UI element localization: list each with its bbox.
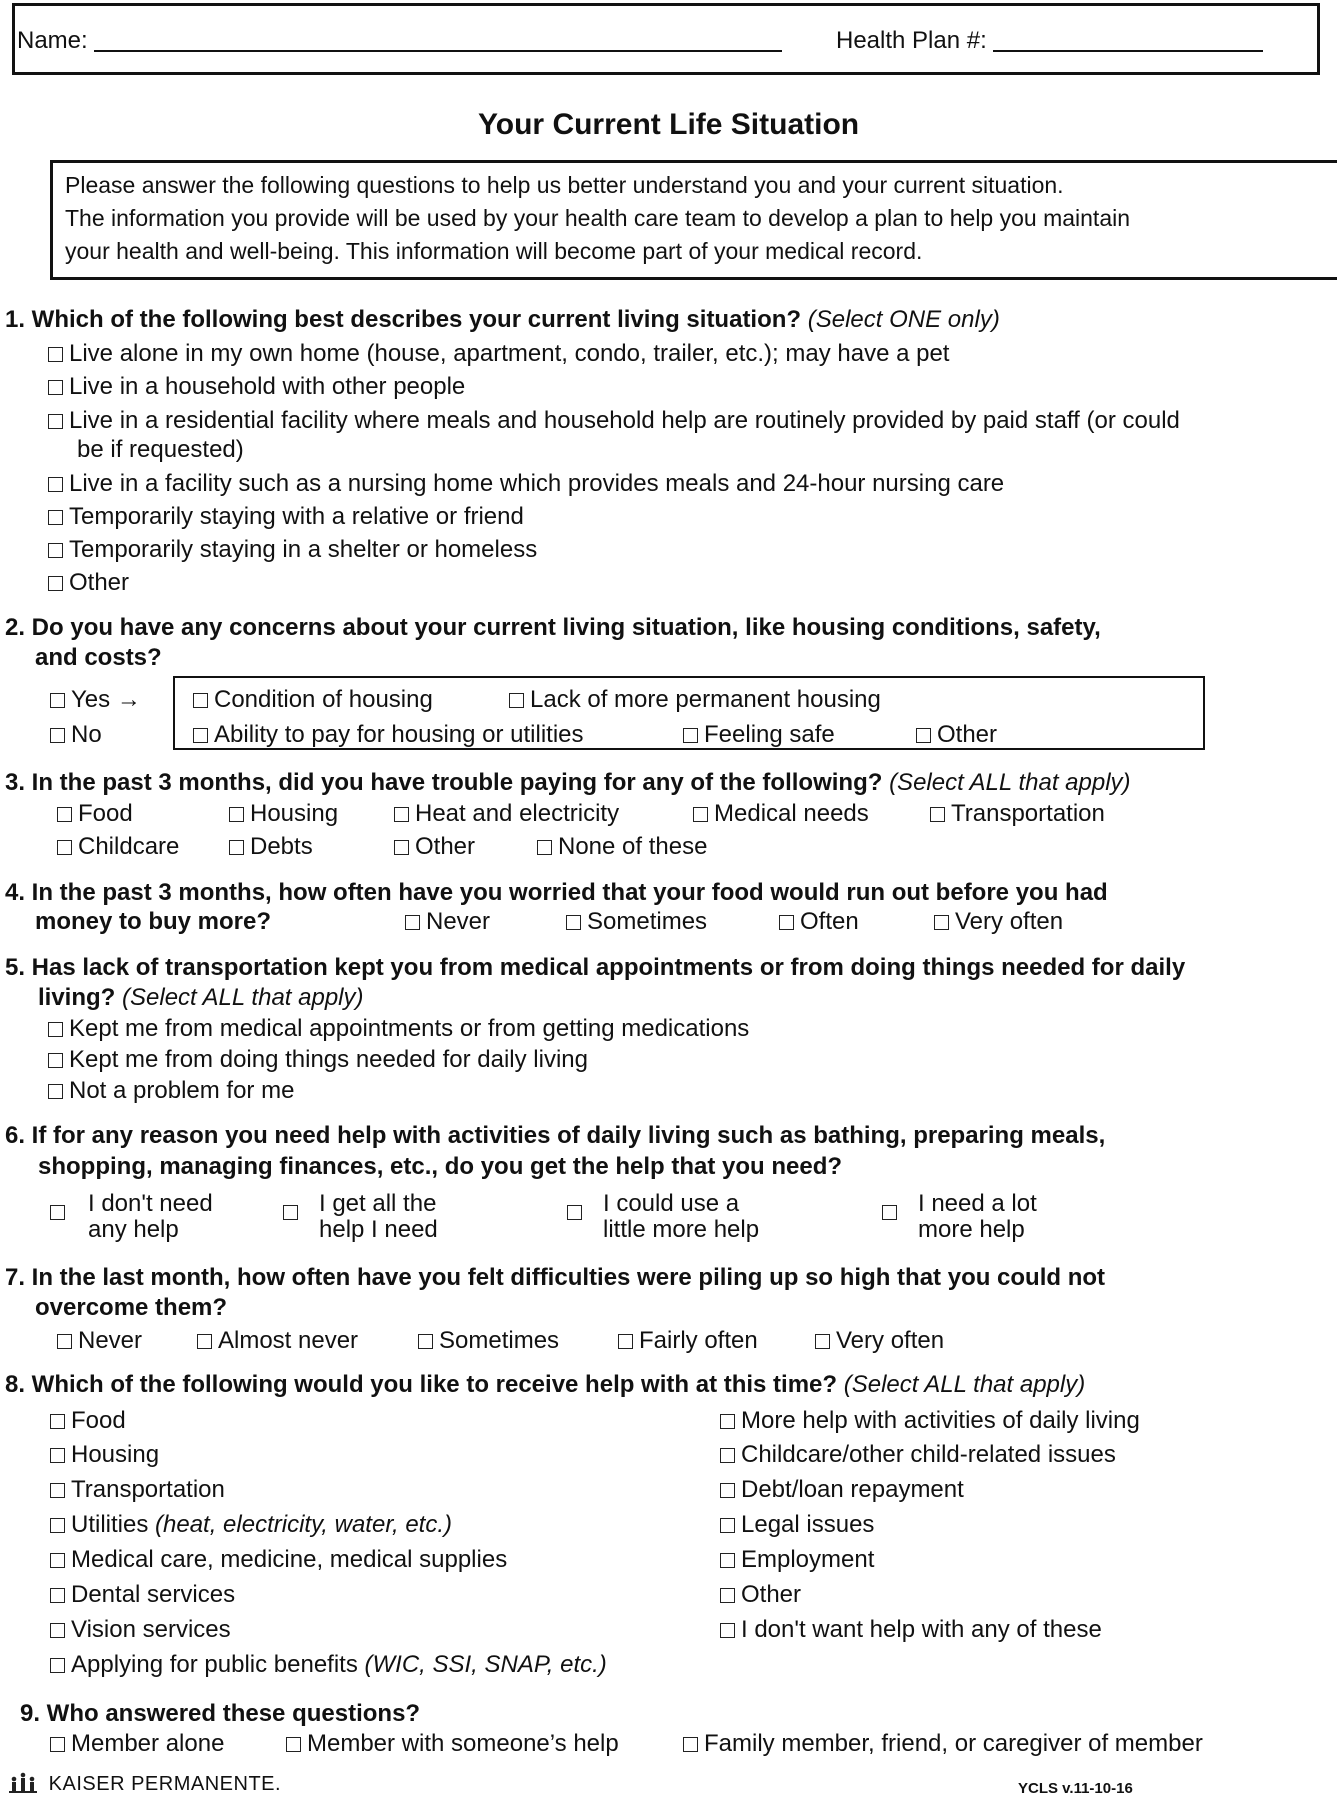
checkbox[interactable] [57, 840, 72, 855]
name-label: Name: [17, 27, 88, 54]
q8-left-5[interactable]: Medical care, medicine, medical supplies [50, 1546, 507, 1574]
q5-note: (Select ALL that apply) [122, 984, 364, 1011]
checkbox[interactable] [48, 1084, 63, 1099]
q2-question-line-1: 2. Do you have any concerns about your current living situation, like housing conditions, safety, [5, 614, 1101, 641]
q9-question: 9. Who answered these questions? [20, 1700, 421, 1727]
q3-debts[interactable]: Debts [229, 833, 313, 861]
name-row [17, 27, 782, 55]
q6-question-line-2: shopping, managing finances, etc., do you get the help that you need? [38, 1153, 843, 1180]
checkbox[interactable] [283, 1205, 298, 1220]
checkbox[interactable] [50, 1205, 65, 1220]
q5-option-1[interactable]: Kept me from medical appointments or from getting medications [48, 1015, 749, 1043]
q1-option-4[interactable]: Live in a facility such as a nursing home which provides meals and 24-hour nursing care [48, 470, 1004, 498]
q7-question-line-1: 7. In the last month, how often have you felt difficulties were piling up so high that you could not [5, 1264, 1106, 1291]
name-field[interactable] [94, 28, 782, 52]
q2-other[interactable]: Other [916, 721, 997, 749]
q6-option-2[interactable]: I get all the help I need [283, 1191, 483, 1247]
checkbox[interactable] [720, 1553, 735, 1568]
checkbox[interactable] [193, 728, 208, 743]
checkbox[interactable] [48, 380, 63, 395]
q9-member-alone[interactable]: Member alone [50, 1730, 224, 1758]
q1-option-5[interactable]: Temporarily staying with a relative or friend [48, 503, 524, 531]
checkbox[interactable] [50, 1518, 65, 1533]
checkbox[interactable] [50, 1414, 65, 1429]
checkbox[interactable] [693, 807, 708, 822]
q2-lack-of-housing[interactable]: Lack of more permanent housing [509, 686, 881, 714]
checkbox[interactable] [50, 1658, 65, 1673]
checkbox[interactable] [720, 1518, 735, 1533]
checkbox[interactable] [48, 347, 63, 362]
checkbox[interactable] [934, 915, 949, 930]
q3-food[interactable]: Food [57, 800, 133, 828]
checkbox[interactable] [567, 1205, 582, 1220]
q5-option-3[interactable]: Not a problem for me [48, 1077, 294, 1105]
checkbox[interactable] [720, 1588, 735, 1603]
q9-member-with-help[interactable]: Member with someone’s help [286, 1730, 619, 1758]
checkbox[interactable] [394, 840, 409, 855]
q6-option-3[interactable]: I could use a little more help [567, 1191, 807, 1247]
checkbox[interactable] [916, 728, 931, 743]
checkbox[interactable] [815, 1334, 830, 1349]
checkbox[interactable] [509, 693, 524, 708]
page-title: Your Current Life Situation [478, 108, 860, 141]
q8-note: (Select ALL that apply) [843, 1371, 1086, 1398]
q3-note: (Select ALL that apply) [889, 769, 1131, 796]
q8-right-5[interactable]: Employment [720, 1546, 874, 1574]
q2-ability-to-pay[interactable]: Ability to pay for housing or utilities [193, 721, 584, 749]
checkbox[interactable] [683, 1737, 698, 1752]
checkbox[interactable] [882, 1205, 897, 1220]
q8-right-1[interactable]: More help with activities of daily living [720, 1407, 1140, 1435]
checkbox[interactable] [48, 1022, 63, 1037]
health-plan-row [836, 27, 1263, 55]
checkbox[interactable] [50, 1483, 65, 1498]
q1-question: 1. Which of the following best describes your current living situation? (Select ONE only) [5, 306, 1000, 333]
checkbox[interactable] [48, 543, 63, 558]
checkbox[interactable] [197, 1334, 212, 1349]
checkbox[interactable] [50, 1448, 65, 1463]
q2-condition-of-housing[interactable]: Condition of housing [193, 686, 433, 714]
checkbox[interactable] [720, 1448, 735, 1463]
q2-no[interactable]: No [50, 721, 102, 749]
q8-left-6[interactable]: Dental services [50, 1581, 235, 1609]
q6-option-1[interactable]: I don't need any help [50, 1191, 250, 1247]
q3-other[interactable]: Other [394, 833, 475, 861]
q3-none[interactable]: None of these [537, 833, 707, 861]
q9-family-member[interactable]: Family member, friend, or caregiver of member [683, 1730, 1203, 1758]
q3-housing[interactable]: Housing [229, 800, 338, 828]
q8-left-8[interactable]: Applying for public benefits (WIC, SSI, SNAP, etc.) [50, 1651, 607, 1679]
checkbox[interactable] [48, 510, 63, 525]
q7-almost-never[interactable]: Almost never [197, 1327, 358, 1355]
q1-option-3-cont: be if requested) [77, 436, 244, 463]
q5-option-2[interactable]: Kept me from doing things needed for daily living [48, 1046, 588, 1074]
q1-option-2[interactable]: Live in a household with other people [48, 373, 465, 401]
kaiser-logo-text: KAISER PERMANENTE. [48, 1773, 282, 1795]
health-plan-label: Health Plan #: [836, 27, 987, 54]
checkbox[interactable] [229, 840, 244, 855]
checkbox[interactable] [193, 693, 208, 708]
q4-often[interactable]: Often [779, 908, 859, 936]
checkbox[interactable] [57, 807, 72, 822]
form-version-code: YCLS v.11-10-16 [1018, 1780, 1133, 1797]
q8-left-3[interactable]: Transportation [50, 1476, 225, 1504]
checkbox[interactable] [720, 1623, 735, 1638]
kaiser-logo-icon [8, 1770, 38, 1794]
checkbox[interactable] [930, 807, 945, 822]
q1-option-1[interactable]: Live alone in my own home (house, apartment, condo, trailer, etc.); may have a pet [48, 340, 949, 368]
intro-line-2: The information you provide will be used by your health care team to develop a plan to help you maintain [65, 205, 1131, 231]
checkbox[interactable] [50, 1553, 65, 1568]
checkbox[interactable] [720, 1414, 735, 1429]
q8-right-2[interactable]: Childcare/other child-related issues [720, 1441, 1116, 1469]
q8-question: 8. Which of the following would you like to receive help with at this time? (Select ALL that apply) [5, 1371, 1086, 1398]
q3-heat[interactable]: Heat and electricity [394, 800, 619, 828]
q3-transportation[interactable]: Transportation [930, 800, 1105, 828]
checkbox[interactable] [779, 915, 794, 930]
intro-line-3: your health and well-being. This information will become part of your medical record. [65, 238, 923, 264]
checkbox[interactable] [618, 1334, 633, 1349]
q8-left-7[interactable]: Vision services [50, 1616, 231, 1644]
q8-right-6[interactable]: Other [720, 1581, 801, 1609]
q4-sometimes[interactable]: Sometimes [566, 908, 707, 936]
q7-sometimes[interactable]: Sometimes [418, 1327, 559, 1355]
checkbox[interactable] [50, 1623, 65, 1638]
checkbox[interactable] [50, 728, 65, 743]
checkbox[interactable] [286, 1737, 301, 1752]
checkbox[interactable] [48, 576, 63, 591]
q8-right-7[interactable]: I don't want help with any of these [720, 1616, 1102, 1644]
q4-question-line-1: 4. In the past 3 months, how often have you worried that your food would run out before you had [5, 879, 1108, 906]
q5-question-line-2: living? (Select ALL that apply) [38, 984, 364, 1011]
checkbox[interactable] [683, 728, 698, 743]
q2-feeling-safe[interactable]: Feeling safe [683, 721, 835, 749]
checkbox[interactable] [50, 1588, 65, 1603]
q7-very-often[interactable]: Very often [815, 1327, 944, 1355]
q8-left-4[interactable]: Utilities (heat, electricity, water, etc.) [50, 1511, 452, 1539]
q1-option-3[interactable]: Live in a residential facility where meals and household help are routinely provided by paid staff (or could [48, 407, 1180, 435]
q5-question-line-1: 5. Has lack of transportation kept you from medical appointments or from doing things needed for daily [5, 954, 1186, 981]
checkbox[interactable] [50, 693, 65, 708]
q3-childcare[interactable]: Childcare [57, 833, 179, 861]
q8-right-4[interactable]: Legal issues [720, 1511, 874, 1539]
q8-left-2[interactable]: Housing [50, 1441, 159, 1469]
checkbox[interactable] [50, 1737, 65, 1752]
checkbox[interactable] [48, 477, 63, 492]
checkbox[interactable] [418, 1334, 433, 1349]
q8-left-1[interactable]: Food [50, 1407, 126, 1435]
checkbox[interactable] [537, 840, 552, 855]
checkbox[interactable] [48, 1053, 63, 1068]
checkbox[interactable] [57, 1334, 72, 1349]
checkbox[interactable] [405, 915, 420, 930]
q6-question-line-1: 6. If for any reason you need help with activities of daily living such as bathing, preparing meals, [5, 1122, 1106, 1149]
health-plan-field[interactable] [993, 28, 1263, 52]
kaiser-logo [8, 1770, 281, 1801]
q7-question-line-2: overcome them? [35, 1294, 228, 1321]
q4-very-often[interactable]: Very often [934, 908, 1063, 936]
q3-question: 3. In the past 3 months, did you have trouble paying for any of the following? (Select ALL that apply) [5, 769, 1131, 796]
q4-question-line-2: money to buy more? [35, 908, 272, 935]
q1-option-7[interactable]: Other [48, 569, 129, 597]
intro-line-1: Please answer the following questions to help us better understand you and your current situation. [65, 172, 1064, 198]
q1-note: (Select ONE only) [807, 306, 1000, 333]
q4-never[interactable]: Never [405, 908, 490, 936]
q3-medical[interactable]: Medical needs [693, 800, 869, 828]
q6-option-4[interactable]: I need a lot more help [882, 1191, 1082, 1247]
checkbox[interactable] [720, 1483, 735, 1498]
checkbox[interactable] [48, 414, 63, 429]
q7-fairly-often[interactable]: Fairly often [618, 1327, 758, 1355]
q2-question-line-2: and costs? [35, 644, 162, 671]
checkbox[interactable] [566, 915, 581, 930]
q1-option-6[interactable]: Temporarily staying in a shelter or homeless [48, 536, 537, 564]
q8-right-3[interactable]: Debt/loan repayment [720, 1476, 964, 1504]
checkbox[interactable] [394, 807, 409, 822]
q7-never[interactable]: Never [57, 1327, 142, 1355]
checkbox[interactable] [229, 807, 244, 822]
q2-yes[interactable]: Yes → [50, 686, 141, 714]
